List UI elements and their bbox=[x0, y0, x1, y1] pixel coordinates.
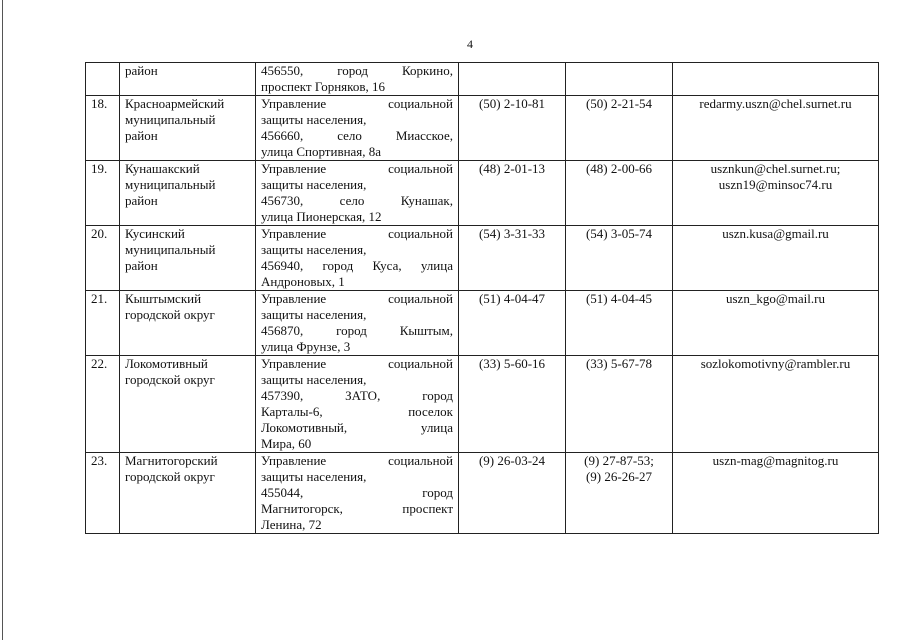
municipality-name-line: район bbox=[125, 63, 158, 78]
address-word: социальной bbox=[388, 453, 453, 468]
municipality-name-line: Кунашакский bbox=[125, 161, 200, 176]
address-word: Управление bbox=[261, 96, 327, 111]
address-word: улица Пионерская, 12 bbox=[261, 209, 382, 224]
address-word: защиты населения, bbox=[261, 112, 367, 127]
municipality-name-line: городской округ bbox=[125, 307, 215, 322]
address-word: город bbox=[337, 63, 368, 78]
municipality-name-line: муниципальный bbox=[125, 177, 216, 192]
phone-line: (9) 26-03-24 bbox=[478, 453, 546, 468]
address-line bbox=[261, 274, 453, 290]
address-word: поселок bbox=[408, 404, 453, 419]
address-line bbox=[261, 307, 453, 323]
fax-cell bbox=[566, 161, 673, 226]
fax-line: (9) 27-87-53; bbox=[584, 453, 654, 468]
address-word: социальной bbox=[388, 291, 453, 306]
address-word: Управление bbox=[261, 226, 327, 241]
row-number-cell: 22. bbox=[86, 356, 120, 453]
address-word: Управление bbox=[261, 291, 327, 306]
fax-cell bbox=[566, 356, 673, 453]
table-row bbox=[86, 226, 879, 291]
address-word: Кыштым, bbox=[399, 323, 453, 338]
phone-cell bbox=[459, 226, 566, 291]
address-line bbox=[261, 63, 453, 79]
address-line bbox=[261, 420, 453, 436]
address-line bbox=[261, 517, 453, 533]
address-line bbox=[261, 372, 453, 388]
office-address-cell bbox=[256, 356, 459, 453]
municipality-name-cell bbox=[120, 161, 256, 226]
fax-cell bbox=[566, 226, 673, 291]
table-body bbox=[86, 63, 879, 534]
address-line bbox=[261, 96, 453, 112]
municipality-name-line: городской округ bbox=[125, 372, 215, 387]
address-line bbox=[261, 226, 453, 242]
address-word: защиты населения, bbox=[261, 177, 367, 192]
address-word: социальной bbox=[388, 161, 453, 176]
address-word: защиты населения, bbox=[261, 242, 367, 257]
municipality-name-cell bbox=[120, 453, 256, 534]
address-word: проспект bbox=[402, 501, 453, 516]
address-line bbox=[261, 469, 453, 485]
address-word: 456550, bbox=[261, 63, 304, 78]
address-word: защиты населения, bbox=[261, 469, 367, 484]
address-word: 455044, bbox=[261, 485, 304, 500]
table-row bbox=[86, 356, 879, 453]
page-number: 4 bbox=[467, 37, 473, 51]
address-word: город bbox=[322, 258, 354, 273]
municipality-name-line: район bbox=[125, 258, 158, 273]
email-line: uszn_kgo@mail.ru bbox=[726, 291, 825, 306]
address-word: город bbox=[422, 388, 453, 403]
fax-line: (9) 26-26-27 bbox=[585, 469, 653, 484]
address-word: улица bbox=[420, 420, 453, 435]
address-word: город bbox=[336, 323, 367, 338]
address-word: Карталы-6, bbox=[261, 404, 323, 419]
office-address-cell bbox=[256, 291, 459, 356]
address-word: защиты населения, bbox=[261, 307, 367, 322]
address-line bbox=[261, 258, 453, 274]
address-word: 456940, bbox=[261, 258, 304, 273]
address-line bbox=[261, 242, 453, 258]
address-word: социальной bbox=[388, 226, 453, 241]
municipality-name-line: Кыштымский bbox=[125, 291, 202, 306]
address-line bbox=[261, 144, 453, 160]
municipality-name-cell bbox=[120, 356, 256, 453]
address-word: ЗАТО, bbox=[345, 388, 381, 403]
address-word: социальной bbox=[388, 96, 453, 111]
phone-line: (48) 2-01-13 bbox=[478, 161, 546, 176]
address-line bbox=[261, 323, 453, 339]
phone-line: (54) 3-31-33 bbox=[478, 226, 546, 241]
address-word: улица bbox=[420, 258, 453, 273]
municipality-name-line: район bbox=[125, 193, 158, 208]
fax-line: (50) 2-21-54 bbox=[585, 96, 653, 111]
row-number-cell bbox=[86, 63, 120, 96]
address-word: село bbox=[337, 128, 362, 143]
address-line bbox=[261, 485, 453, 501]
address-line bbox=[261, 209, 453, 225]
address-word: 456730, bbox=[261, 193, 304, 208]
address-line bbox=[261, 404, 453, 420]
row-number-cell: 23. bbox=[86, 453, 120, 534]
phone-cell bbox=[459, 291, 566, 356]
email-cell bbox=[673, 96, 879, 161]
municipality-name-line: муниципальный bbox=[125, 242, 216, 257]
municipality-name-cell bbox=[120, 63, 256, 96]
email-line: sozlokomotivny@rambler.ru bbox=[700, 356, 851, 371]
address-word: Куса, bbox=[372, 258, 402, 273]
address-line bbox=[261, 453, 453, 469]
email-cell bbox=[673, 291, 879, 356]
table-row bbox=[86, 96, 879, 161]
address-word: Локомотивный, bbox=[261, 420, 348, 435]
municipality-name-line: муниципальный bbox=[125, 112, 216, 127]
address-word: село bbox=[339, 193, 365, 208]
municipality-name-cell bbox=[120, 96, 256, 161]
address-word: улица Фрунзе, 3 bbox=[261, 339, 351, 354]
municipality-name-line: район bbox=[125, 128, 158, 143]
office-address-cell bbox=[256, 453, 459, 534]
social-protection-offices-table bbox=[85, 62, 879, 534]
table-row bbox=[86, 63, 879, 96]
fax-cell bbox=[566, 63, 673, 96]
phone-line: (51) 4-04-47 bbox=[478, 291, 546, 306]
email-cell bbox=[673, 226, 879, 291]
row-number-cell: 20. bbox=[86, 226, 120, 291]
municipality-name-line: Кусинский bbox=[125, 226, 185, 241]
phone-cell bbox=[459, 96, 566, 161]
email-cell bbox=[673, 161, 879, 226]
address-line bbox=[261, 128, 453, 144]
phone-cell bbox=[459, 161, 566, 226]
fax-cell bbox=[566, 291, 673, 356]
fax-line: (48) 2-00-66 bbox=[585, 161, 653, 176]
phone-cell bbox=[459, 356, 566, 453]
table-row bbox=[86, 291, 879, 356]
row-number-cell: 21. bbox=[86, 291, 120, 356]
email-line: redarmy.uszn@chel.surnet.ru bbox=[699, 96, 852, 111]
municipality-name-cell bbox=[120, 226, 256, 291]
address-word: Управление bbox=[261, 453, 327, 468]
phone-cell bbox=[459, 63, 566, 96]
address-line bbox=[261, 112, 453, 128]
row-number-cell: 18. bbox=[86, 96, 120, 161]
fax-cell bbox=[566, 96, 673, 161]
email-line: usznkun@chel.surnet.ru; bbox=[710, 161, 841, 176]
address-word: Магнитогорск, bbox=[261, 501, 343, 516]
address-line bbox=[261, 161, 453, 177]
office-address-cell bbox=[256, 161, 459, 226]
address-word: Мира, 60 bbox=[261, 436, 312, 451]
address-line bbox=[261, 436, 453, 452]
phone-line: (33) 5-60-16 bbox=[478, 356, 546, 371]
address-line bbox=[261, 388, 453, 404]
row-number-cell: 19. bbox=[86, 161, 120, 226]
page-left-edge-line bbox=[2, 0, 3, 640]
municipality-name-line: Магнитогорский bbox=[125, 453, 218, 468]
email-cell bbox=[673, 63, 879, 96]
address-word: Коркино, bbox=[401, 63, 453, 78]
email-cell bbox=[673, 356, 879, 453]
fax-line: (33) 5-67-78 bbox=[585, 356, 653, 371]
address-line bbox=[261, 193, 453, 209]
office-address-cell bbox=[256, 63, 459, 96]
address-word: Миасское, bbox=[395, 128, 453, 143]
address-word: социальной bbox=[388, 356, 453, 371]
phone-cell bbox=[459, 453, 566, 534]
address-word: Ленина, 72 bbox=[261, 517, 322, 532]
office-address-cell bbox=[256, 96, 459, 161]
address-line bbox=[261, 291, 453, 307]
municipality-name-line: городской округ bbox=[125, 469, 215, 484]
address-line bbox=[261, 79, 453, 95]
address-word: Управление bbox=[261, 356, 327, 371]
address-line bbox=[261, 339, 453, 355]
municipality-name-line: Локомотивный bbox=[125, 356, 208, 371]
address-word: Андроновых, 1 bbox=[261, 274, 345, 289]
address-word: Кунашак, bbox=[400, 193, 453, 208]
municipality-name-line: Красноармейский bbox=[125, 96, 225, 111]
address-word: 456870, bbox=[261, 323, 304, 338]
address-word: город bbox=[422, 485, 453, 500]
address-line bbox=[261, 501, 453, 517]
table-row bbox=[86, 453, 879, 534]
address-word: защиты населения, bbox=[261, 372, 367, 387]
address-word: 456660, bbox=[261, 128, 304, 143]
fax-line: (54) 3-05-74 bbox=[585, 226, 653, 241]
address-word: Управление bbox=[261, 161, 327, 176]
email-line: uszn.kusa@gmail.ru bbox=[722, 226, 829, 241]
fax-cell bbox=[566, 453, 673, 534]
phone-line: (50) 2-10-81 bbox=[478, 96, 546, 111]
table-row bbox=[86, 161, 879, 226]
office-address-cell bbox=[256, 226, 459, 291]
address-word: проспект Горняков, 16 bbox=[261, 79, 385, 94]
municipality-name-cell bbox=[120, 291, 256, 356]
fax-line: (51) 4-04-45 bbox=[585, 291, 653, 306]
address-line bbox=[261, 177, 453, 193]
email-line: uszn19@minsoc74.ru bbox=[718, 177, 833, 192]
address-word: улица Спортивная, 8а bbox=[261, 144, 382, 159]
address-word: 457390, bbox=[261, 388, 304, 403]
email-line: uszn-mag@magnitog.ru bbox=[712, 453, 839, 468]
email-cell bbox=[673, 453, 879, 534]
address-line bbox=[261, 356, 453, 372]
